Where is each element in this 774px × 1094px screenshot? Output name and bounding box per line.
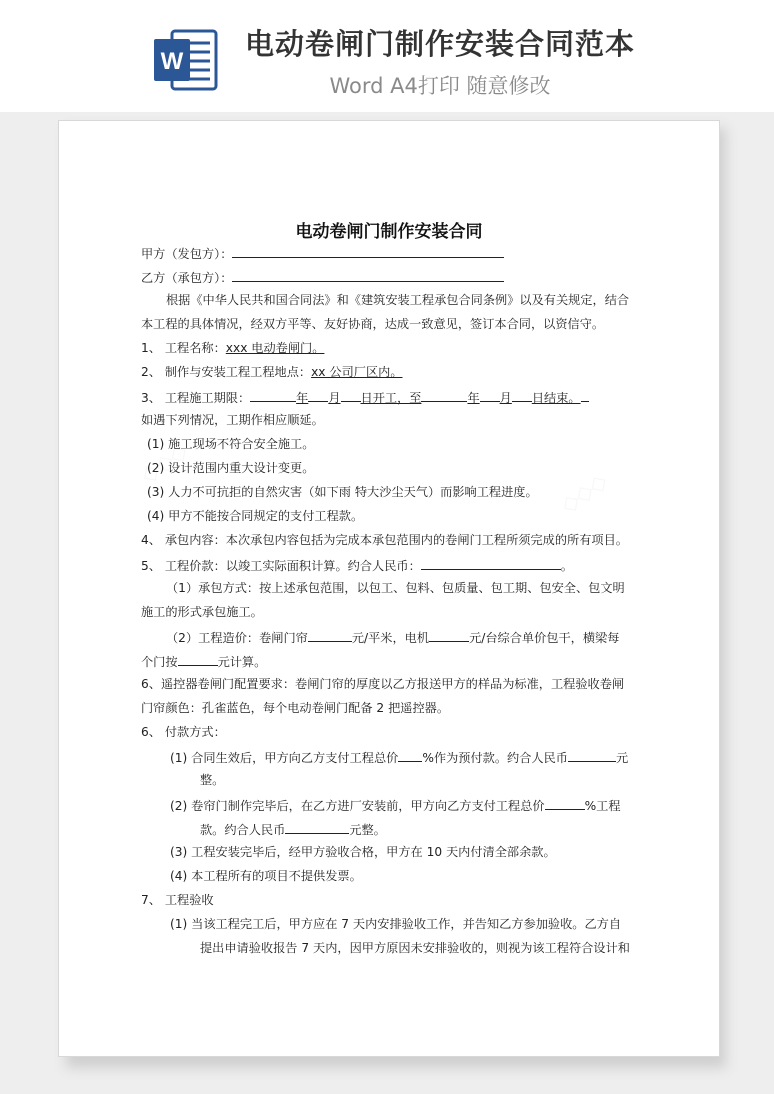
watermark: ◇◇◇: [556, 468, 613, 519]
payment-2-text-1: (2) 卷帘门制作完毕后，在乙方进厂安装前，甲方向乙方支付工程总价: [170, 799, 545, 813]
word-icon-letter: W: [160, 48, 184, 75]
item5-end: 。: [560, 559, 573, 573]
end-month-blank[interactable]: [480, 388, 500, 402]
item5-text: 5、 工程价款：以竣工实际面积计算。约合人民币：: [141, 559, 421, 573]
payment-2-line-b: [200, 820, 386, 838]
intro-line-1: 根据《中华人民共和国合同法》和《建筑安装工程承包合同条例》以及有关规定，结合: [166, 293, 630, 307]
item5-2-text-1: （2）工程造价：卷闸门帘: [166, 631, 308, 645]
document-page: [58, 120, 720, 1057]
party-b-line: [141, 268, 504, 286]
end-month-unit: 月: [499, 391, 512, 405]
party-b-blank[interactable]: [232, 268, 504, 282]
progress-percent-blank[interactable]: [545, 796, 585, 810]
delay-item-2: (2) 设计范围内重大设计变更。: [147, 461, 315, 475]
item3-label: 3、 工程施工期限：: [141, 391, 251, 405]
item5-2-text-3: 元/台综合单价包干，横梁每: [469, 631, 620, 645]
progress-amount-blank[interactable]: [285, 820, 349, 834]
prepay-percent-blank[interactable]: [398, 748, 422, 762]
banner-subtitle: Word A4打印 随意修改: [329, 74, 551, 98]
start-month-blank[interactable]: [308, 388, 328, 402]
item1-value: xxx 电动卷闸门。: [225, 341, 325, 355]
item4-line: 4、 承包内容：本次承包内容包括为完成本承包范围内的卷闸门工程所须完成的所有项目。: [141, 533, 628, 547]
payment-3-line: (3) 工程安装完毕后，经甲方验收合格，甲方在 10 天内付清全部余款。: [170, 845, 556, 859]
word-document-icon: [150, 25, 220, 95]
payment-1-line-b: 整。: [200, 773, 225, 787]
payment-2b-text-1: 款。约合人民币: [200, 823, 286, 837]
item5-2b-text-2: 元计算。: [217, 655, 267, 669]
item5-line: [141, 556, 573, 574]
motor-price-blank[interactable]: [429, 628, 469, 642]
item5-2-text-2: 元/平米，电机: [351, 631, 430, 645]
payment-2b-text-2: 元整。: [349, 823, 386, 837]
item6b-line: 6、 付款方式：: [141, 725, 226, 739]
end-year-unit: 年: [467, 391, 480, 405]
banner-title: 电动卷闸门制作安装合同范本: [244, 27, 635, 61]
door-price-blank[interactable]: [308, 628, 352, 642]
start-day-unit: 日开工，至: [360, 391, 422, 405]
underline-tail: [581, 388, 589, 402]
item5-amount-blank[interactable]: [421, 556, 561, 570]
payment-2-text-2: %工程: [584, 799, 621, 813]
party-a-blank[interactable]: [232, 244, 504, 258]
end-day-blank[interactable]: [512, 388, 532, 402]
start-month-unit: 月: [328, 391, 341, 405]
payment-2-line-a: [170, 796, 621, 814]
item3-line: [141, 388, 589, 406]
end-year-blank[interactable]: [421, 388, 467, 402]
start-year-blank[interactable]: [250, 388, 296, 402]
item2-value: xx 公司厂区内。: [311, 365, 403, 379]
item5-2b-text-1: 个门按: [141, 655, 178, 669]
item2-label: 2、 制作与安装工程工程地点：: [141, 365, 312, 379]
item6a-line-1: 6、遥控器卷闸门配置要求：卷闸门帘的厚度以乙方报送甲方的样品为标准，工程验收卷闸: [141, 677, 625, 691]
item5-1-line-b: 施工的形式承包施工。: [141, 605, 263, 619]
party-b-label: 乙方（承包方）：: [141, 271, 233, 285]
party-a-label: 甲方（发包方）：: [141, 247, 233, 261]
item5-1-line-a: （1）承包方式：按上述承包范围，以包工、包料、包质量、包工期、包安全、包文明: [166, 581, 625, 595]
delay-intro: 如遇下列情况，工期作相应顺延。: [141, 413, 324, 427]
intro-line-2: 本工程的具体情况，经双方平等、友好协商，达成一致意见，签订本合同，以资信守。: [141, 317, 605, 331]
payment-1-text-3: 元: [615, 751, 629, 765]
payment-1-text-2: %作为预付款。约合人民币: [422, 751, 568, 765]
beam-price-blank[interactable]: [178, 652, 218, 666]
party-a-line: [141, 244, 504, 262]
watermark: ◇◇◇: [136, 438, 193, 489]
delay-item-3: (3) 人力不可抗拒的自然灾害（如下雨 特大沙尘天气）而影响工程进度。: [147, 485, 538, 499]
item5-2-line-b: [141, 652, 266, 670]
item1-label: 1、 工程名称：: [141, 341, 226, 355]
item7-line: 7、 工程验收: [141, 893, 214, 907]
item5-2-line-a: [166, 628, 619, 646]
start-day-blank[interactable]: [341, 388, 361, 402]
payment-1-line-a: [170, 748, 628, 766]
document-title: 电动卷闸门制作安装合同: [295, 222, 483, 242]
header-banner: [0, 0, 774, 112]
item2-line: [141, 364, 403, 380]
payment-4-line: (4) 本工程所有的项目不提供发票。: [170, 869, 362, 883]
start-year-unit: 年: [296, 391, 309, 405]
delay-item-4: (4) 甲方不能按合同规定的支付工程款。: [147, 509, 364, 523]
end-day-unit: 日结束。: [531, 391, 581, 405]
item1-line: [141, 340, 324, 356]
prepay-amount-blank[interactable]: [568, 748, 616, 762]
delay-item-1: (1) 施工现场不符合安全施工。: [147, 437, 315, 451]
acceptance-1-line-a: (1) 当该工程完工后，甲方应在 7 天内安排验收工作，并告知乙方参加验收。乙方自: [170, 917, 622, 931]
payment-1-text-1: (1) 合同生效后，甲方向乙方支付工程总价: [170, 751, 399, 765]
item6a-line-2: 门帘颜色：孔雀蓝色，每个电动卷闸门配备 2 把遥控器。: [141, 701, 450, 715]
acceptance-1-line-b: 提出申请验收报告 7 天内，因甲方原因未安排验收的，则视为该工程符合设计和: [200, 941, 630, 955]
